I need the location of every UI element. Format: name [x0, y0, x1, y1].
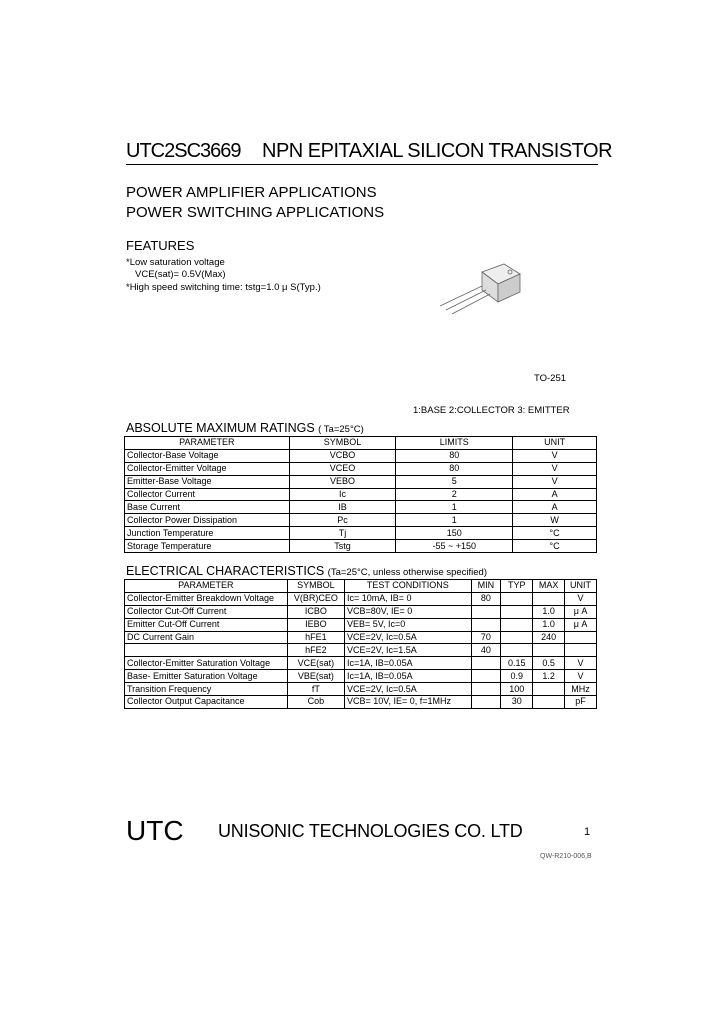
- elec-table-row: [125, 631, 597, 644]
- elec-cell: Collector-Emitter Saturation Voltage: [125, 657, 288, 670]
- elec-cell: VCE=2V, Ic=0.5A: [345, 683, 472, 696]
- page-number: 1: [584, 826, 591, 838]
- elec-cell: Base- Emitter Saturation Voltage: [125, 670, 288, 683]
- elec-cell: SYMBOL: [287, 580, 344, 593]
- elec-cell: TYP: [501, 580, 533, 593]
- abs-table-row: [125, 488, 597, 501]
- elec-cell: [501, 631, 533, 644]
- abs-cell: VCBO: [289, 449, 396, 462]
- elec-table-row: [125, 618, 597, 631]
- abs-header-row: [125, 437, 597, 450]
- elec-cell: VCE=2V, Ic=1.5A: [345, 644, 472, 657]
- elec-cell: 0.9: [501, 670, 533, 683]
- elec-cell: ICBO: [287, 605, 344, 618]
- abs-cell: 80: [396, 462, 513, 475]
- abs-table-row: [125, 527, 597, 540]
- elec-cell: V: [565, 670, 597, 683]
- elec-cell: [471, 657, 501, 670]
- abs-cell: 5: [396, 475, 513, 488]
- elec-cell: Collector Output Capacitance: [125, 696, 288, 709]
- abs-cell: Junction Temperature: [125, 527, 290, 540]
- page-title: NPN EPITAXIAL SILICON TRANSISTOR: [262, 140, 613, 162]
- elec-cell: VCB= 10V, IE= 0, f=1MHz: [345, 696, 472, 709]
- abs-table-row: [125, 462, 597, 475]
- elec-cell: [501, 592, 533, 605]
- abs-cell: A: [513, 488, 597, 501]
- elec-table: [124, 579, 597, 709]
- feature-item-1: *Low saturation voltage: [126, 257, 225, 268]
- abs-cell: °C: [513, 527, 597, 540]
- abs-cell: Tj: [289, 527, 396, 540]
- elec-heading: [126, 564, 487, 578]
- abs-cell: Storage Temperature: [125, 540, 290, 553]
- elec-cell: 0.15: [501, 657, 533, 670]
- pin-assignment: 1:BASE 2:COLLECTOR 3: EMITTER: [413, 405, 570, 416]
- elec-cell: TEST CONDITIONS: [345, 580, 472, 593]
- elec-table-row: [125, 696, 597, 709]
- elec-table-row: [125, 644, 597, 657]
- elec-table-row: [125, 592, 597, 605]
- application-line-2: POWER SWITCHING APPLICATIONS: [126, 204, 385, 221]
- elec-cell: MIN: [471, 580, 501, 593]
- elec-cell: [565, 631, 597, 644]
- company-name: UNISONIC TECHNOLOGIES CO. LTD: [218, 821, 523, 841]
- abs-cell: °C: [513, 540, 597, 553]
- elec-cell: [533, 683, 565, 696]
- elec-table-row: [125, 657, 597, 670]
- elec-cell: Collector Cut-Off Current: [125, 605, 288, 618]
- elec-cell: Collector-Emitter Breakdown Voltage: [125, 592, 288, 605]
- elec-cell: 1.0: [533, 605, 565, 618]
- abs-cell: LIMITS: [396, 437, 513, 450]
- to251-package-drawing: [430, 262, 530, 318]
- elec-cell: VCE=2V, Ic=0.5A: [345, 631, 472, 644]
- elec-cell: V: [565, 592, 597, 605]
- elec-cell: V: [565, 657, 597, 670]
- abs-cell: 80: [396, 449, 513, 462]
- elec-cell: DC Current Gain: [125, 631, 288, 644]
- abs-cell: W: [513, 514, 597, 527]
- abs-cell: Tstg: [289, 540, 396, 553]
- elec-cell: [533, 592, 565, 605]
- abs-cell: Pc: [289, 514, 396, 527]
- elec-cell: VBE(sat): [287, 670, 344, 683]
- elec-title: ELECTRICAL CHARACTERISTICS: [126, 564, 325, 578]
- elec-cell: IEBO: [287, 618, 344, 631]
- abs-cell: A: [513, 501, 597, 514]
- abs-cell: -55 ~ +150: [396, 540, 513, 553]
- elec-cell: VCB=80V, IE= 0: [345, 605, 472, 618]
- abs-cell: Ic: [289, 488, 396, 501]
- elec-cell: 240: [533, 631, 565, 644]
- elec-cell: UNIT: [565, 580, 597, 593]
- elec-cell: 1.0: [533, 618, 565, 631]
- elec-cell: [501, 605, 533, 618]
- abs-table-row: [125, 514, 597, 527]
- abs-cell: Emitter-Base Voltage: [125, 475, 290, 488]
- elec-table-row: [125, 605, 597, 618]
- elec-cell: Cob: [287, 696, 344, 709]
- abs-table-row: [125, 475, 597, 488]
- elec-cell: 0.5: [533, 657, 565, 670]
- elec-cell: [471, 605, 501, 618]
- abs-cell: Base Current: [125, 501, 290, 514]
- elec-condition: (Ta=25°C, unless otherwise specified): [327, 567, 487, 578]
- elec-cell: Ic=1A, IB=0.05A: [345, 670, 472, 683]
- application-line-1: POWER AMPLIFIER APPLICATIONS: [126, 184, 377, 201]
- elec-table-row: [125, 670, 597, 683]
- utc-logo: UTC: [126, 815, 184, 846]
- elec-cell: [471, 683, 501, 696]
- elec-cell: hFE1: [287, 631, 344, 644]
- abs-table-row: [125, 449, 597, 462]
- elec-cell: [501, 618, 533, 631]
- abs-max-condition: ( Ta=25°C): [318, 424, 364, 435]
- abs-cell: Collector Power Dissipation: [125, 514, 290, 527]
- elec-table-row: [125, 683, 597, 696]
- elec-cell: Ic= 10mA, IB= 0: [345, 592, 472, 605]
- abs-cell: SYMBOL: [289, 437, 396, 450]
- features-heading: FEATURES: [126, 238, 195, 253]
- feature-item-2: VCE(sat)= 0.5V(Max): [135, 269, 226, 280]
- abs-cell: V: [513, 462, 597, 475]
- elec-cell: [501, 644, 533, 657]
- elec-cell: 100: [501, 683, 533, 696]
- abs-cell: 1: [396, 501, 513, 514]
- package-label: TO-251: [534, 373, 567, 384]
- elec-cell: [125, 644, 288, 657]
- abs-cell: Collector-Base Voltage: [125, 449, 290, 462]
- elec-cell: [533, 644, 565, 657]
- part-number: UTC2SC3669: [126, 140, 241, 162]
- elec-cell: [533, 696, 565, 709]
- elec-cell: [471, 670, 501, 683]
- abs-max-title: ABSOLUTE MAXIMUM RATINGS: [126, 421, 315, 435]
- abs-max-heading: [126, 421, 364, 435]
- abs-cell: UNIT: [513, 437, 597, 450]
- abs-table-row: [125, 501, 597, 514]
- elec-cell: Ic=1A, IB=0.05A: [345, 657, 472, 670]
- elec-cell: 40: [471, 644, 501, 657]
- elec-cell: MHz: [565, 683, 597, 696]
- elec-cell: Transition Frequency: [125, 683, 288, 696]
- elec-cell: hFE2: [287, 644, 344, 657]
- elec-header-row: [125, 580, 597, 593]
- elec-cell: MAX: [533, 580, 565, 593]
- abs-cell: VCEO: [289, 462, 396, 475]
- elec-cell: 1.2: [533, 670, 565, 683]
- elec-cell: VEB= 5V, Ic=0: [345, 618, 472, 631]
- elec-cell: μ A: [565, 605, 597, 618]
- abs-table-row: [125, 540, 597, 553]
- abs-cell: V: [513, 449, 597, 462]
- abs-max-table: [124, 436, 597, 553]
- abs-cell: PARAMETER: [125, 437, 290, 450]
- title-divider: [126, 164, 598, 165]
- elec-cell: 30: [501, 696, 533, 709]
- elec-cell: VCE(sat): [287, 657, 344, 670]
- elec-cell: [565, 644, 597, 657]
- elec-cell: Emitter Cut-Off Current: [125, 618, 288, 631]
- elec-cell: 70: [471, 631, 501, 644]
- abs-cell: VEBO: [289, 475, 396, 488]
- abs-cell: 150: [396, 527, 513, 540]
- abs-cell: 1: [396, 514, 513, 527]
- elec-cell: [471, 618, 501, 631]
- document-code: QW-R210-006,B: [540, 853, 592, 860]
- feature-item-3: *High speed switching time: tstg=1.0 μ S(Typ.): [126, 282, 321, 293]
- elec-cell: [471, 696, 501, 709]
- abs-cell: IB: [289, 501, 396, 514]
- elec-cell: μ A: [565, 618, 597, 631]
- elec-cell: 80: [471, 592, 501, 605]
- abs-cell: Collector-Emitter Voltage: [125, 462, 290, 475]
- abs-cell: Collector Current: [125, 488, 290, 501]
- abs-cell: V: [513, 475, 597, 488]
- elec-cell: pF: [565, 696, 597, 709]
- elec-cell: PARAMETER: [125, 580, 288, 593]
- abs-cell: 2: [396, 488, 513, 501]
- elec-cell: fT: [287, 683, 344, 696]
- elec-cell: V(BR)CEO: [287, 592, 344, 605]
